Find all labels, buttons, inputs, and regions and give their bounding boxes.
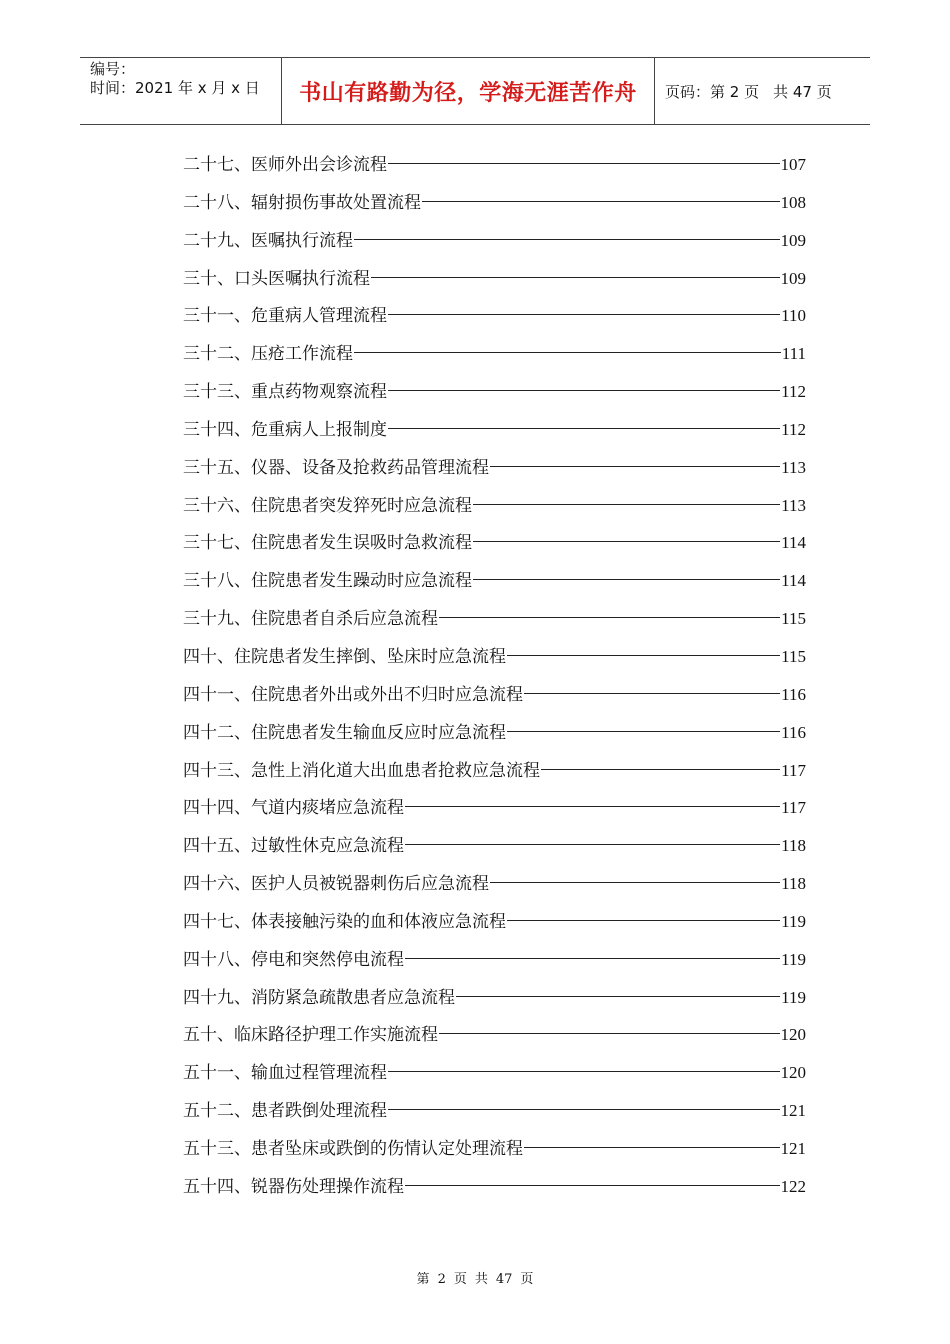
- toc-entry-page-number: 116: [781, 722, 806, 742]
- toc-entry-page-number: 116: [781, 684, 806, 704]
- toc-entry-page-number: 107: [780, 155, 806, 174]
- toc-leader-line: [507, 731, 780, 732]
- header-page-info: [655, 58, 870, 124]
- toc-entry[interactable]: [183, 756, 806, 794]
- toc-entry[interactable]: [183, 226, 806, 264]
- toc-entry-page-number: 112: [781, 419, 806, 439]
- toc-entry-page-number: 109: [780, 268, 806, 288]
- toc-entry[interactable]: [183, 528, 806, 566]
- toc-leader-line: [541, 769, 780, 770]
- toc-entry-page-number: 108: [780, 192, 806, 212]
- toc-entry-page-number: 115: [781, 609, 806, 629]
- footer-page-word: 页: [453, 1272, 467, 1287]
- header-page-label: 页码：第 2 页: [665, 82, 760, 101]
- toc-entry[interactable]: [183, 718, 806, 756]
- toc-leader-line: [439, 617, 780, 618]
- footer-total-number: 47: [495, 1272, 513, 1287]
- toc-entry-page-number: 115: [781, 646, 806, 666]
- toc-entry[interactable]: [183, 301, 806, 339]
- toc-entry[interactable]: [183, 415, 806, 453]
- toc-entry-title: 四十七、体表接触污染的血和体液应急流程: [183, 911, 506, 932]
- toc-entry[interactable]: [183, 377, 806, 415]
- toc-entry[interactable]: [183, 1172, 806, 1210]
- footer-page-prefix: 第: [416, 1272, 430, 1287]
- toc-leader-line: [388, 1071, 780, 1072]
- toc-entry-title: 三十七、住院患者发生误吸时急救流程: [183, 533, 472, 554]
- toc-entry-page-number: 118: [781, 836, 806, 856]
- toc-entry[interactable]: [183, 1058, 806, 1096]
- table-of-contents: [183, 150, 806, 1210]
- toc-leader-line: [490, 882, 780, 883]
- toc-entry-page-number: 120: [780, 1025, 806, 1045]
- toc-leader-line: [524, 693, 780, 694]
- toc-leader-line: [490, 466, 780, 467]
- toc-entry[interactable]: [183, 793, 806, 831]
- toc-entry-page-number: 110: [781, 306, 806, 326]
- toc-entry-page-number: 111: [781, 344, 806, 364]
- toc-entry[interactable]: [183, 604, 806, 642]
- toc-entry[interactable]: [183, 907, 806, 945]
- toc-entry-page-number: 121: [780, 1101, 806, 1121]
- toc-entry[interactable]: [183, 491, 806, 529]
- toc-leader-line: [405, 806, 780, 807]
- toc-leader-line: [439, 1033, 780, 1034]
- toc-entry-page-number: 122: [780, 1176, 806, 1196]
- header-meta: [80, 58, 282, 124]
- toc-entry-page-number: 112: [781, 382, 806, 402]
- toc-entry[interactable]: [183, 150, 806, 188]
- toc-leader-line: [388, 163, 780, 164]
- toc-leader-line: [405, 1185, 780, 1186]
- toc-entry-title: 三十九、住院患者自杀后应急流程: [183, 609, 438, 630]
- toc-entry-title: 二十九、医嘱执行流程: [183, 230, 353, 251]
- page-footer: [0, 1268, 950, 1287]
- toc-entry-title: 二十七、医师外出会诊流程: [183, 155, 387, 175]
- toc-entry-title: 四十五、过敏性休克应急流程: [183, 836, 404, 857]
- document-time-label: 时间：2021 年 x 月 x 日: [90, 79, 260, 97]
- toc-entry-title: 四十一、住院患者外出或外出不归时应急流程: [183, 684, 523, 705]
- toc-entry-page-number: 119: [781, 987, 806, 1007]
- header-total-label: 共 47 页: [773, 82, 832, 101]
- document-number-label: 编号：: [90, 60, 136, 78]
- toc-entry[interactable]: [183, 188, 806, 226]
- toc-leader-line: [354, 352, 781, 353]
- toc-entry-title: 五十四、锐器伤处理操作流程: [183, 1176, 404, 1197]
- toc-entry-title: 三十、口头医嘱执行流程: [183, 268, 370, 289]
- toc-leader-line: [371, 277, 780, 278]
- toc-entry[interactable]: [183, 983, 806, 1021]
- toc-leader-line: [422, 201, 780, 202]
- toc-entry-page-number: 114: [781, 571, 806, 591]
- toc-entry-title: 五十、临床路径护理工作实施流程: [183, 1025, 438, 1046]
- footer-total-prefix: 共: [474, 1272, 488, 1287]
- toc-leader-line: [388, 428, 780, 429]
- toc-entry-title: 五十二、患者跌倒处理流程: [183, 1101, 387, 1122]
- toc-leader-line: [507, 920, 780, 921]
- toc-leader-line: [473, 504, 780, 505]
- toc-entry[interactable]: [183, 831, 806, 869]
- toc-entry[interactable]: [183, 264, 806, 302]
- toc-entry[interactable]: [183, 566, 806, 604]
- toc-leader-line: [388, 390, 780, 391]
- toc-entry-page-number: 119: [781, 911, 806, 931]
- toc-leader-line: [405, 844, 780, 845]
- toc-leader-line: [473, 541, 780, 542]
- toc-entry-page-number: 117: [781, 760, 806, 780]
- toc-leader-line: [388, 1109, 780, 1110]
- toc-entry-page-number: 120: [780, 1063, 806, 1083]
- footer-total-word: 页: [520, 1272, 534, 1287]
- toc-entry-title: 三十一、危重病人管理流程: [183, 306, 387, 327]
- toc-entry-title: 三十四、危重病人上报制度: [183, 419, 387, 440]
- toc-entry-title: 三十八、住院患者发生躁动时应急流程: [183, 571, 472, 592]
- toc-entry[interactable]: [183, 339, 806, 377]
- toc-leader-line: [388, 314, 780, 315]
- toc-entry-page-number: 113: [781, 457, 806, 477]
- toc-leader-line: [473, 579, 780, 580]
- toc-entry-title: 四十、住院患者发生摔倒、坠床时应急流程: [183, 646, 506, 667]
- toc-entry-title: 三十六、住院患者突发猝死时应急流程: [183, 495, 472, 516]
- toc-entry[interactable]: [183, 680, 806, 718]
- toc-entry-title: 五十三、患者坠床或跌倒的伤情认定处理流程: [183, 1138, 523, 1159]
- toc-entry-title: 三十二、压疮工作流程: [183, 344, 353, 365]
- toc-entry-title: 三十五、仪器、设备及抢救药品管理流程: [183, 457, 489, 478]
- toc-entry[interactable]: [183, 1020, 806, 1058]
- footer-page-number: 2: [437, 1272, 446, 1287]
- toc-entry-page-number: 113: [781, 495, 806, 515]
- toc-entry[interactable]: [183, 945, 806, 983]
- toc-entry-title: 四十六、医护人员被锐器刺伤后应急流程: [183, 874, 489, 895]
- page-header: [80, 57, 870, 125]
- toc-entry-title: 三十三、重点药物观察流程: [183, 382, 387, 403]
- toc-entry-title: 四十四、气道内痰堵应急流程: [183, 798, 404, 819]
- toc-entry-page-number: 114: [781, 533, 806, 553]
- toc-entry-title: 五十一、输血过程管理流程: [183, 1063, 387, 1084]
- toc-entry-title: 四十三、急性上消化道大出血患者抢救应急流程: [183, 760, 540, 781]
- toc-entry[interactable]: [183, 869, 806, 907]
- toc-entry[interactable]: [183, 642, 806, 680]
- header-motto: 书山有路勤为径，学海无涯苦作舟: [282, 58, 655, 124]
- toc-entry[interactable]: [183, 453, 806, 491]
- toc-leader-line: [405, 958, 780, 959]
- toc-entry-title: 四十二、住院患者发生输血反应时应急流程: [183, 722, 506, 743]
- toc-entry-page-number: 117: [781, 798, 806, 818]
- toc-entry-page-number: 121: [780, 1138, 806, 1158]
- toc-entry-page-number: 118: [781, 874, 806, 894]
- toc-leader-line: [507, 655, 780, 656]
- toc-leader-line: [524, 1147, 780, 1148]
- toc-entry[interactable]: [183, 1134, 806, 1172]
- toc-entry-title: 二十八、辐射损伤事故处置流程: [183, 192, 421, 213]
- toc-entry-page-number: 119: [781, 949, 806, 969]
- toc-leader-line: [354, 239, 780, 240]
- toc-entry-page-number: 109: [780, 230, 806, 250]
- toc-entry-title: 四十九、消防紧急疏散患者应急流程: [183, 987, 455, 1008]
- toc-entry-title: 四十八、停电和突然停电流程: [183, 949, 404, 970]
- toc-entry[interactable]: [183, 1096, 806, 1134]
- toc-leader-line: [456, 996, 780, 997]
